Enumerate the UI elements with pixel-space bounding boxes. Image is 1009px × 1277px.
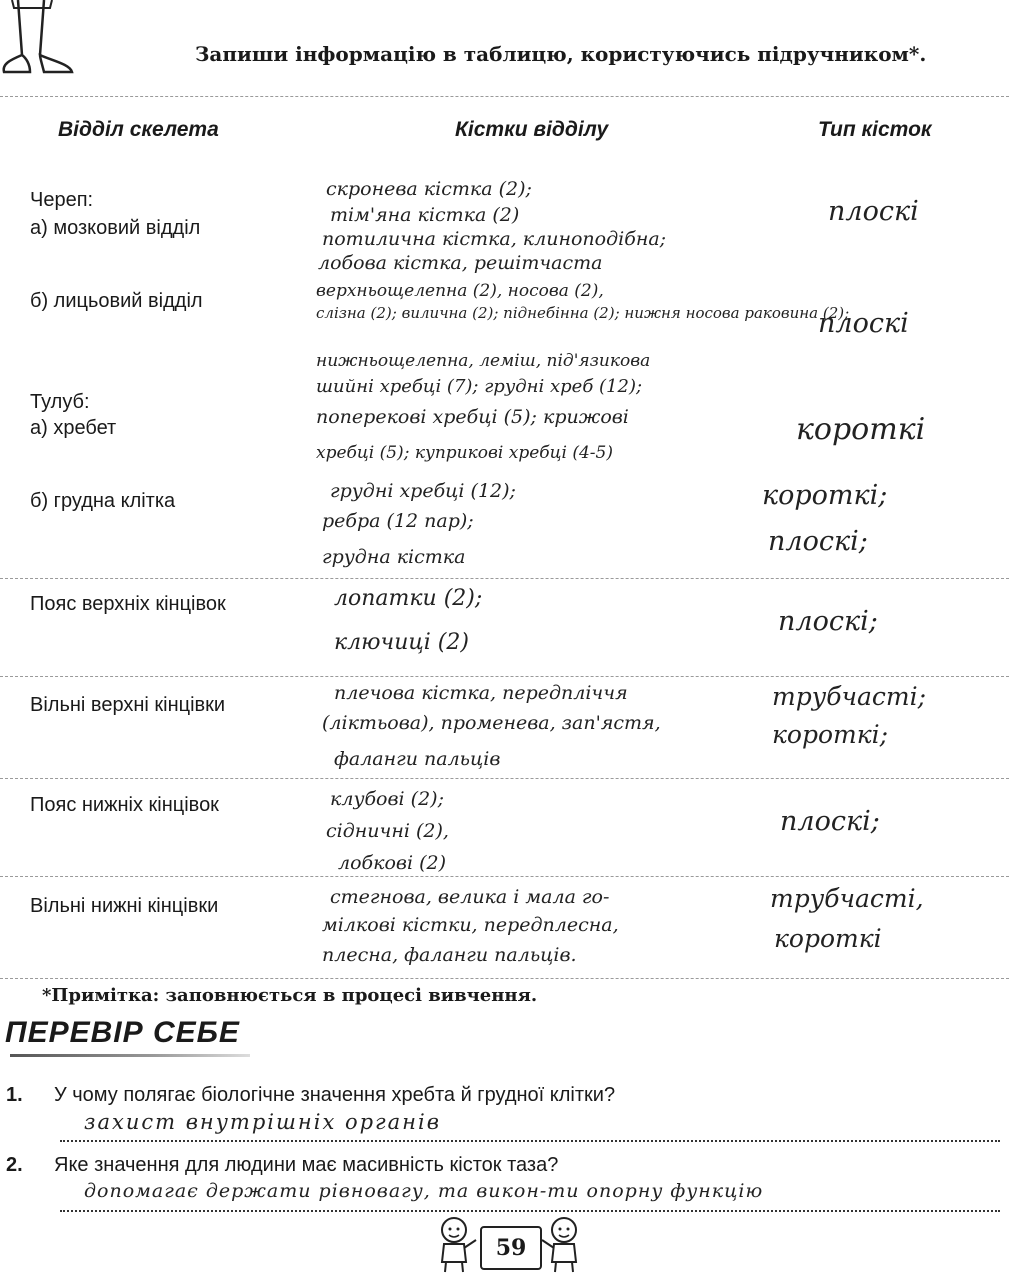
bone-type: плоскі; (780, 806, 880, 837)
bones-line: грудні хребці (12); (330, 480, 516, 502)
bones-line: ребра (12 пар); (322, 510, 474, 532)
question-number: 2. (6, 1154, 23, 1176)
title-underline (10, 1054, 250, 1057)
bones-line: (ліктьова), променева, зап'ястя, (322, 712, 661, 734)
instruction-text: Запиши інформацію в таблицю, користуючись підручником*. (195, 42, 927, 66)
section-label: Пояс нижніх кінцівок (30, 794, 219, 816)
answer-text: допомагає держати рівновагу, та викон-ти опорну функцію (84, 1180, 764, 1202)
bones-line: клубові (2); (330, 788, 444, 810)
row-divider (0, 676, 1009, 677)
bone-type: плоскі; (768, 526, 868, 557)
bones-line: лопатки (2); (334, 586, 483, 611)
section-label: б) лицьовий відділ (30, 290, 203, 312)
bones-line: грудна кістка (322, 546, 466, 568)
bones-line: лобова кістка, решітчаста (318, 252, 603, 274)
header-divider (0, 96, 1009, 97)
section-label: Череп: (30, 189, 94, 211)
bone-type: трубчасті; (772, 682, 927, 711)
bones-line: фаланги пальців (334, 748, 501, 770)
question-number: 1. (6, 1084, 23, 1106)
bone-type: плоскі (818, 308, 909, 339)
section-label: Пояс верхніх кінцівок (30, 593, 226, 615)
bones-line: лобкові (2) (338, 852, 447, 874)
row-divider (0, 876, 1009, 877)
row-divider (0, 578, 1009, 579)
section-label: Вільні верхні кінцівки (30, 694, 226, 716)
bones-line: мілкові кістки, передплесна, (322, 914, 619, 936)
cartoon-kid-right-illustration (540, 1216, 588, 1274)
bones-line: скронева кістка (2); (326, 178, 532, 200)
bones-line: слізна (2); вилична (2); піднебінна (2); нижня носова раковина (2); (316, 304, 850, 322)
bone-type: плоскі; (778, 606, 878, 637)
bones-line: ключиці (2) (334, 630, 469, 655)
question-text: У чому полягає біологічне значення хребта й грудної клітки? (54, 1084, 616, 1106)
bones-line: поперекові хребці (5); крижові (316, 406, 629, 428)
bones-line: сідничні (2), (326, 820, 449, 842)
table-bottom-divider (0, 978, 1009, 979)
bone-type: короткі; (772, 720, 889, 749)
bones-line: плечова кістка, передпліччя (334, 682, 628, 704)
section-label: Вільні нижні кінцівки (30, 895, 219, 917)
page-number: 59 (480, 1226, 542, 1270)
header-section: Відділ скелета (58, 118, 219, 141)
footnote: *Примітка: заповнюється в процесі вивчення. (42, 985, 538, 1006)
row-divider (0, 778, 1009, 779)
bones-line: шийні хребці (7); грудні хреб (12); (316, 376, 643, 397)
section-label: а) мозковий відділ (30, 217, 201, 239)
section-label: Тулуб: (30, 391, 90, 413)
bone-type: короткі (796, 412, 926, 447)
section-label: а) хребет (30, 417, 117, 439)
bones-line: хребці (5); куприкові хребці (4-5) (316, 443, 613, 463)
bone-type: короткі; (762, 480, 888, 511)
bones-line: стегнова, велика і мала го- (330, 886, 610, 908)
section-label: б) грудна клітка (30, 490, 176, 512)
bones-line: нижньощелепна, леміш, під'язикова (316, 351, 651, 371)
header-type: Тип кісток (818, 118, 932, 141)
bones-line: потилична кістка, клиноподібна; (322, 228, 667, 250)
section-title: ПЕРЕВІР СЕБЕ (5, 1016, 240, 1049)
cartoon-legs-illustration (0, 0, 90, 82)
bone-type: короткі (774, 924, 882, 953)
bone-type: трубчасті, (770, 884, 924, 913)
header-bones: Кістки відділу (455, 118, 609, 141)
bones-line: плесна, фаланги пальців. (322, 944, 577, 966)
bones-line: тім'яна кістка (2) (330, 204, 520, 226)
question-text: Яке значення для людини має масивність кісток таза? (54, 1154, 559, 1176)
cartoon-kid-left-illustration (430, 1216, 478, 1274)
bone-type: плоскі (828, 196, 919, 227)
bones-line: верхньощелепна (2), носова (2), (316, 281, 604, 301)
answer-text: захист внутрішніх органів (84, 1110, 441, 1134)
